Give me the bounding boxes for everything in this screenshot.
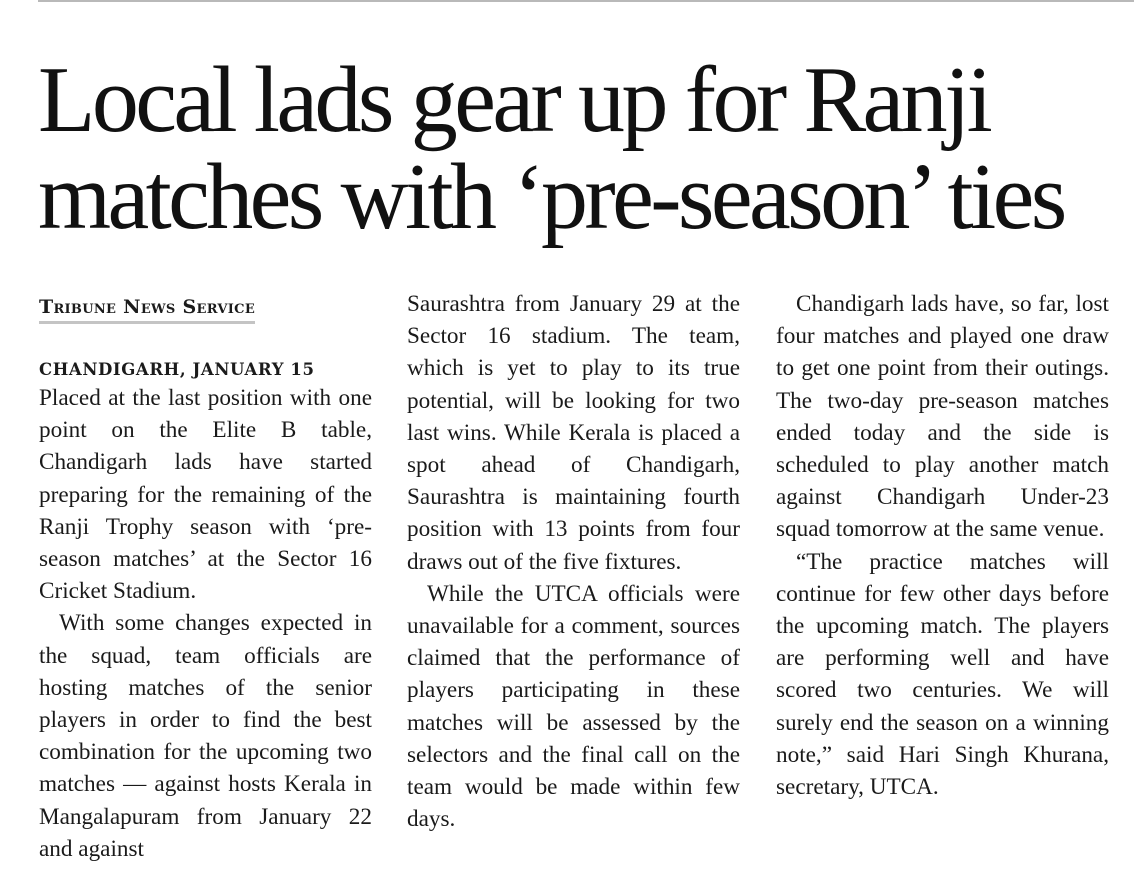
column-1 — [39, 288, 372, 865]
paragraph-3: Saurashtra from January 29 at the Sector 16 stadium. The team, which is yet to play to its true potential, will be looking for two last wins. While Kerala is placed a spot ahead of Chandigarh, Saurashtra is maintaining fourth position with 13 points from four draws out of the five fixtures. — [407, 291, 740, 575]
top-rule — [38, 0, 1134, 2]
paragraph-2: With some changes expected in the squad, team officials are hosting matches of the senior players in order to find the best combination for the upcoming two matches — against hosts Kerala in Mangalapuram from January 22 and against — [39, 610, 372, 862]
paragraph-5: Chandigarh lads have, so far, lost four matches and played one draw to get one point from their outings. The two-day pre-season matches ended today and the side is scheduled to play another match against Chandigarh Under-23 squad tomorrow at the same venue. — [776, 291, 1109, 543]
headline — [38, 48, 1118, 249]
column-3 — [776, 288, 1109, 803]
headline-line-2: matches with ‘pre-season’ ties — [38, 145, 1064, 249]
headline-line-1: Local lads gear up for Ranji — [38, 48, 990, 152]
paragraph-4: While the UTCA officials were unavailable for a comment, sources claimed that the performance of players participating in these matches will be assessed by the selectors and the final call on the team would be made within few days. — [407, 580, 740, 833]
paragraph-6: “The practice matches will continue for few other days before the upcoming match. The players are performing well and have scored two centuries. We will surely end the season on a winning note,” said Hari Singh Khurana, secretary, UTCA. — [776, 548, 1109, 801]
byline: Tribune News Service — [39, 296, 255, 324]
column-2 — [407, 288, 740, 835]
paragraph-1: Placed at the last position with one point on the Elite B table, Chandigarh lads have started preparing for the remaining of the Ranji Trophy season with ‘pre-season matches’ at the Sector 16 Cricket Stadium. — [39, 385, 372, 605]
dateline: CHANDIGARH, JANUARY 15 — [39, 360, 315, 379]
